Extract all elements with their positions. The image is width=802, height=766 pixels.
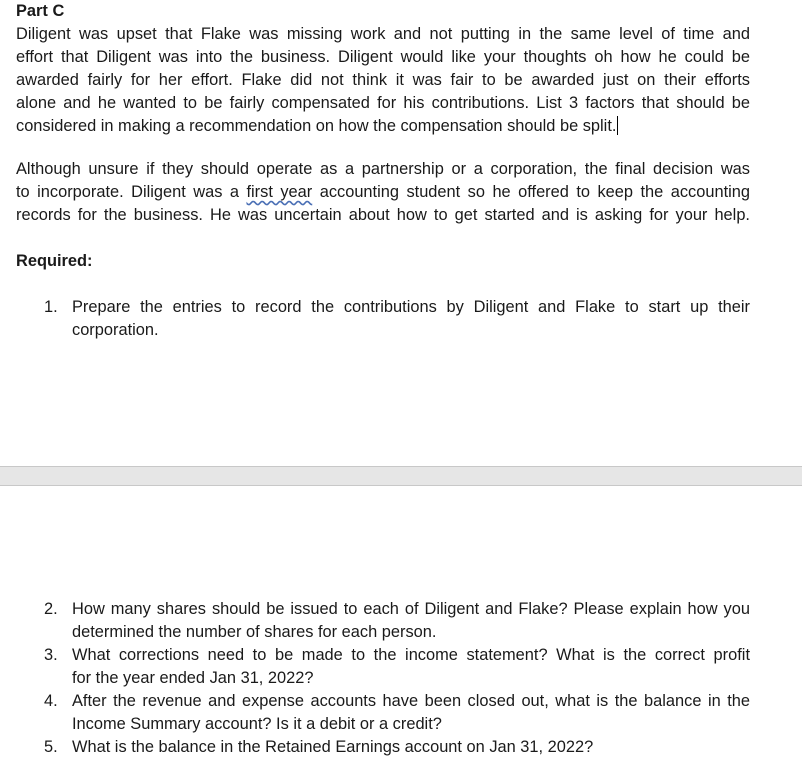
list-item[interactable] [16, 690, 750, 736]
list-item-text [72, 736, 750, 759]
question-list-page-1 [16, 296, 750, 342]
paragraph-text: accounting student so he offered to keep the accounting [312, 183, 751, 201]
list-number: 2. [44, 600, 58, 618]
part-c-heading: Part C [16, 2, 65, 20]
list-number: 3. [44, 646, 58, 664]
paragraph-line: records for the business. He was uncertain about how to get started and is asking for your help. [16, 206, 750, 224]
list-item-line: for the year ended Jan 31, 2022? [72, 669, 314, 687]
list-item[interactable] [16, 296, 750, 342]
part-c-paragraph-1[interactable] [16, 23, 750, 138]
page-break-gap [0, 466, 802, 486]
paragraph-line: alone and he wanted to be fairly compensated for his contributions. List 3 factors that should be [16, 94, 750, 112]
paragraph-text: to incorporate. Diligent was a [16, 183, 247, 201]
list-item-line: What corrections need to be made to the income statement? What is the correct profit [72, 646, 750, 664]
part-c-section [16, 0, 750, 138]
text-cursor [617, 116, 618, 135]
paragraph-line [16, 181, 750, 204]
list-item-text [72, 690, 750, 736]
list-item-line: determined the number of shares for each person. [72, 623, 437, 641]
grammar-flagged-text[interactable]: first year [246, 183, 313, 201]
list-item-line: Prepare the entries to record the contributions by Diligent and Flake to start up their [72, 298, 750, 316]
list-item-line: What is the balance in the Retained Earnings account on Jan 31, 2022? [72, 738, 594, 756]
list-number: 5. [44, 738, 58, 756]
paragraph-line: Diligent was upset that Flake was missing work and not putting in the same level of time and [16, 25, 750, 43]
list-item[interactable] [16, 598, 750, 644]
list-item-text [72, 598, 750, 644]
part-c-paragraph-2[interactable] [16, 158, 750, 227]
paragraph-line-text: considered in making a recommendation on how the compensation should be split. [16, 117, 617, 135]
list-number: 1. [44, 298, 58, 316]
paragraph-line: Although unsure if they should operate as a partnership or a corporation, the final decision was [16, 160, 750, 178]
list-number: 4. [44, 692, 58, 710]
list-item-line: Income Summary account? Is it a debit or a credit? [72, 715, 442, 733]
paragraph-line: awarded fairly for her effort. Flake did not think it was fair to be awarded just on their efforts [16, 71, 750, 89]
document-page-2 [0, 486, 802, 766]
list-item-line: How many shares should be issued to each of Diligent and Flake? Please explain how you [72, 600, 750, 618]
question-list-page-2 [16, 598, 750, 759]
required-section [16, 250, 750, 273]
paragraph-line: effort that Diligent was into the business. Diligent would like your thoughts oh how he could be [16, 48, 750, 66]
list-item[interactable] [16, 736, 750, 759]
list-item-text [72, 296, 750, 342]
required-label: Required: [16, 252, 93, 270]
list-item[interactable] [16, 644, 750, 690]
list-item-text [72, 644, 750, 690]
list-item-line: After the revenue and expense accounts have been closed out, what is the balance in the [72, 692, 750, 710]
list-item-line: corporation. [72, 321, 159, 339]
paragraph-line-last [16, 115, 750, 138]
